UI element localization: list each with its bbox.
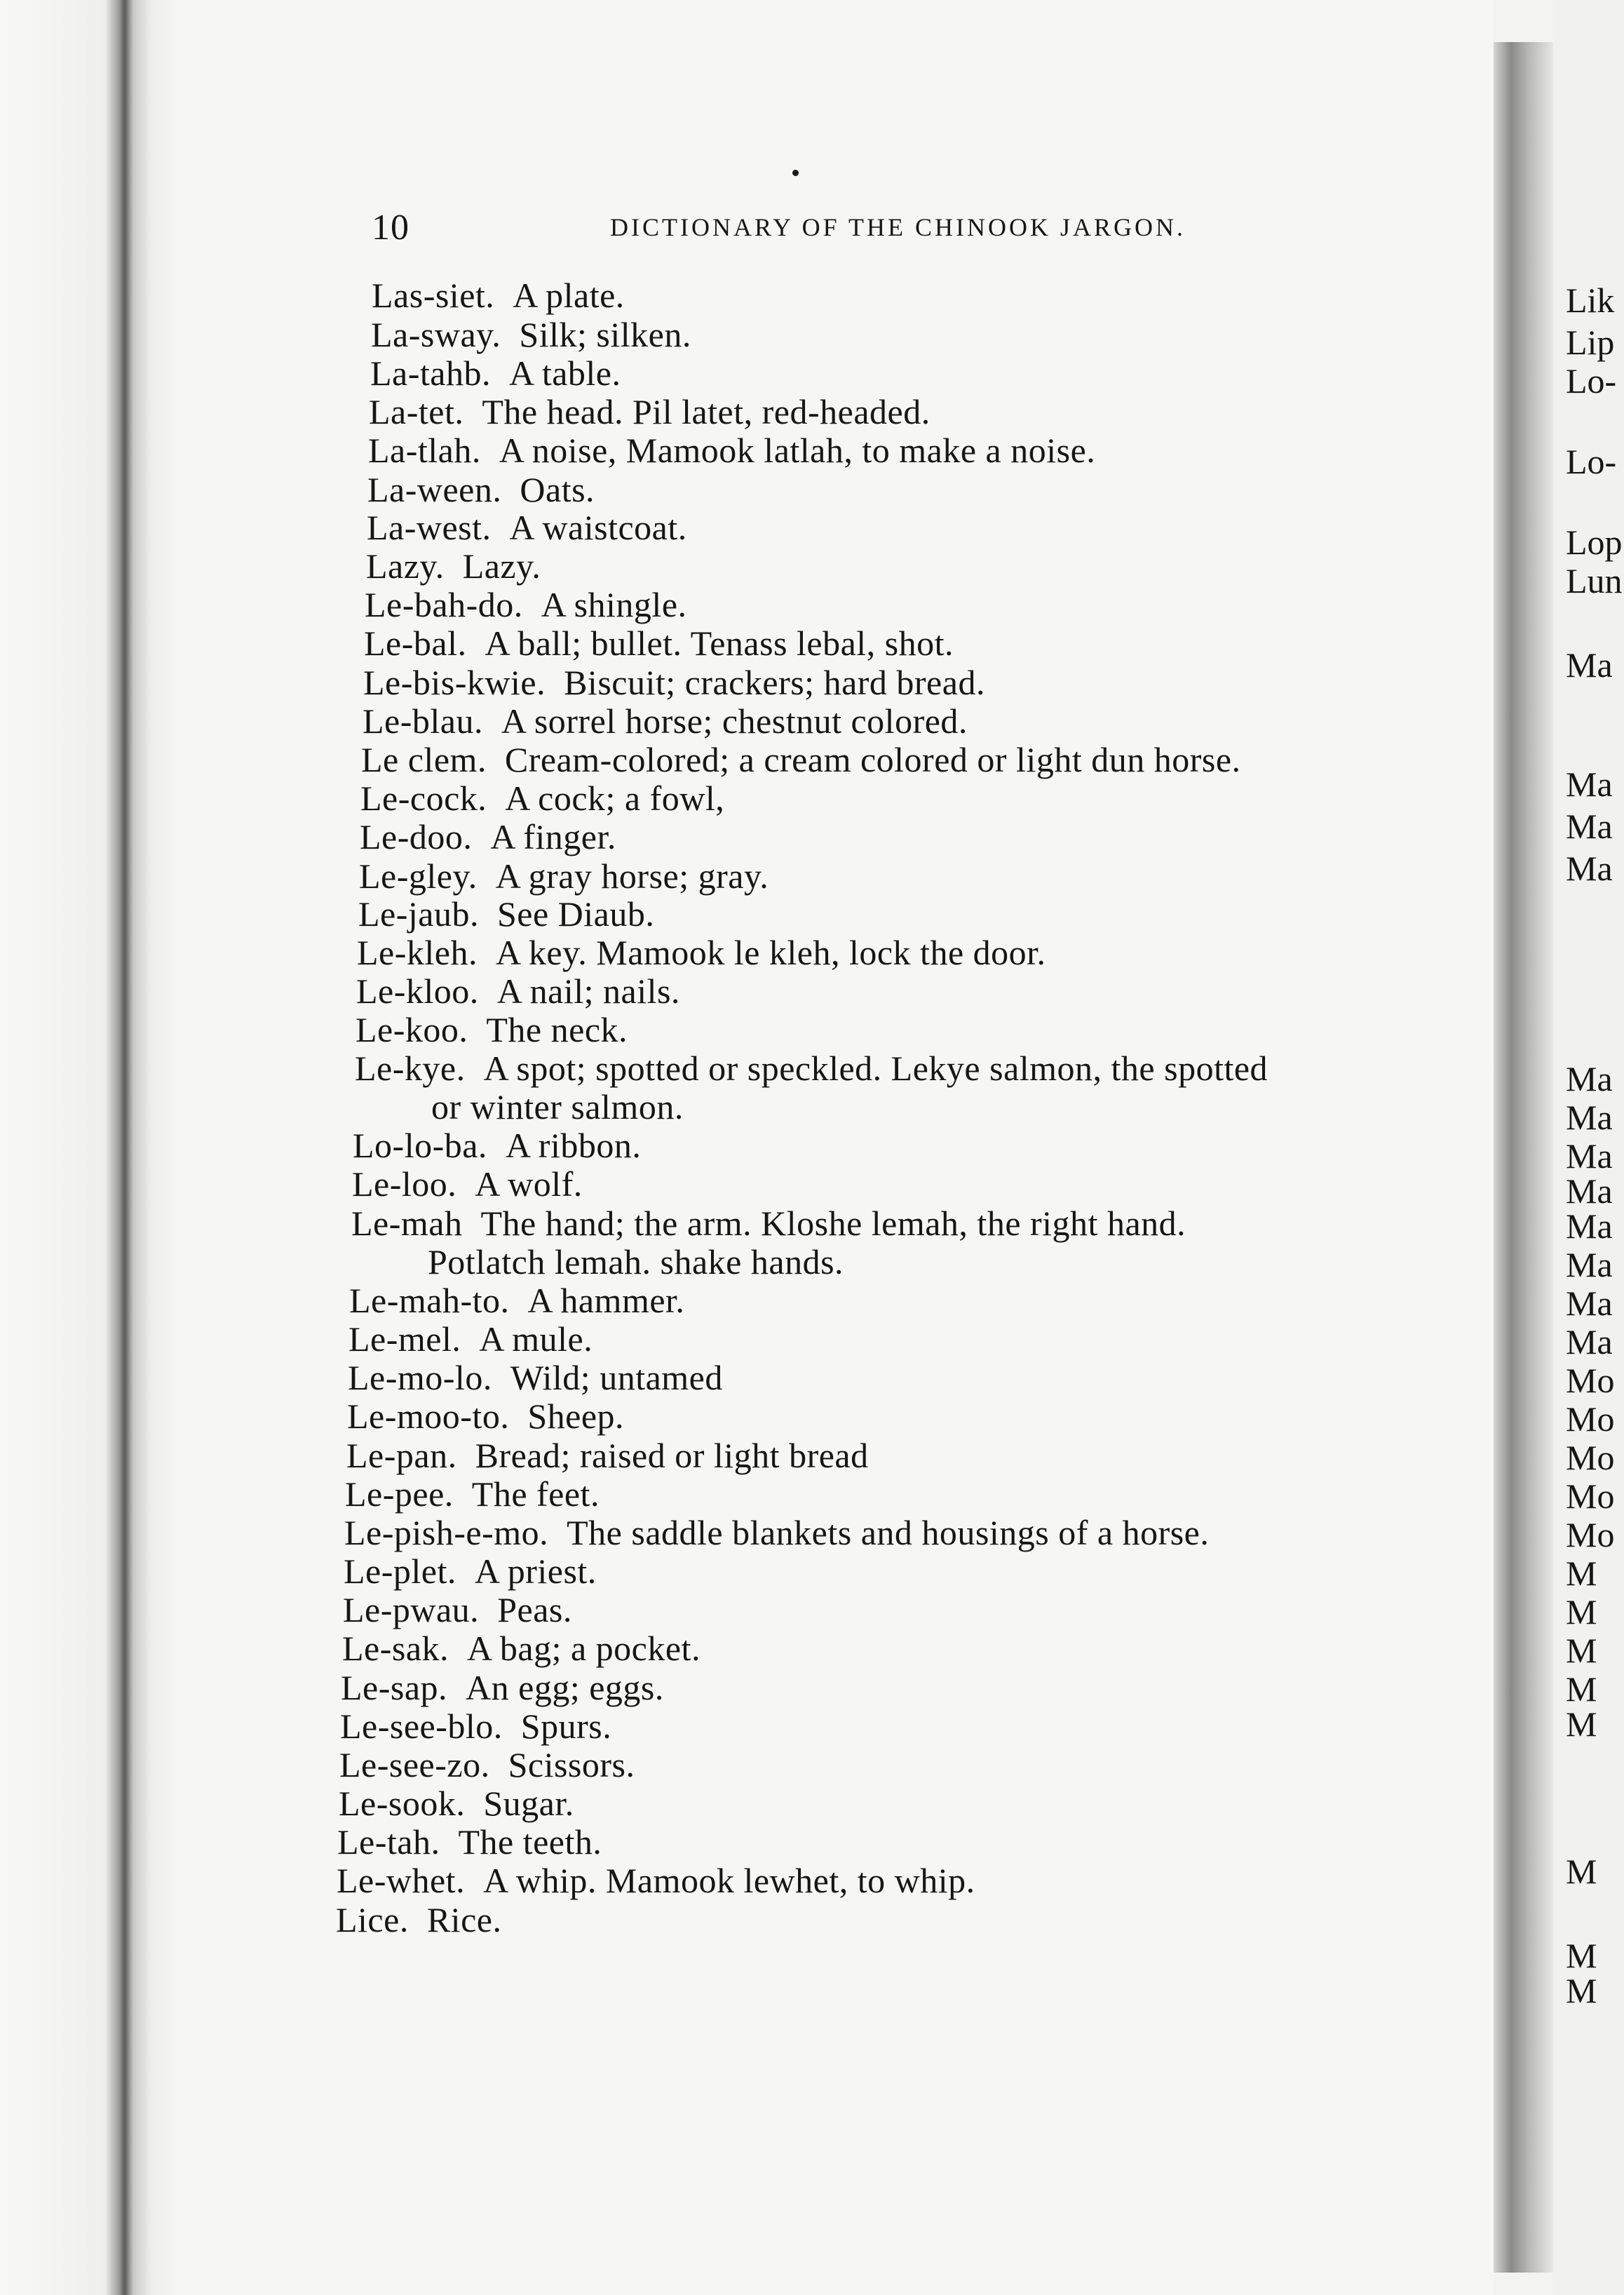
running-title: DICTIONARY OF THE CHINOOK JARGON.: [610, 213, 1186, 241]
definition: Lazy.: [462, 546, 541, 586]
dictionary-entry: [364, 624, 954, 663]
headword: Le-see-zo.: [339, 1745, 490, 1784]
dictionary-entry: [365, 585, 687, 624]
definition: Bread; raised or light bread: [475, 1436, 869, 1475]
headword: Le-mo-lo.: [348, 1358, 492, 1397]
definition: A spot; spotted or speckled. Lekye salmon, the spotted: [483, 1049, 1268, 1088]
headword: Le-pee.: [345, 1474, 454, 1514]
facing-page-fragment: M: [1566, 1936, 1597, 1975]
headword: Le-sak.: [342, 1629, 449, 1668]
definition: The feet.: [471, 1474, 600, 1514]
headword: Le-bal.: [364, 624, 467, 663]
headword: Le-tah.: [337, 1822, 440, 1862]
dictionary-entry: [340, 1707, 611, 1746]
headword: Le-kye.: [355, 1049, 466, 1088]
definition: An egg; eggs.: [466, 1668, 664, 1707]
dictionary-entry: [345, 1474, 600, 1514]
facing-page-edge: [1553, 0, 1624, 2295]
facing-page-fragment: Ma: [1566, 765, 1613, 804]
definition: A whip. Mamook lewhet, to whip.: [483, 1861, 975, 1900]
dictionary-entry: [351, 1204, 1186, 1243]
definition: Silk; silken.: [519, 315, 691, 354]
definition: A ball; bullet. Tenass lebal, shot.: [485, 624, 954, 663]
book-binding-edge: [0, 0, 175, 2295]
dictionary-entry: [337, 1822, 602, 1862]
headword: Le-mah-to.: [349, 1281, 510, 1320]
headword: Le-sook.: [339, 1784, 466, 1823]
facing-page-fragment: M: [1566, 1704, 1597, 1744]
headword: Le-koo.: [356, 1010, 468, 1049]
facing-page-fragment: Ma: [1566, 849, 1613, 888]
ink-dot: [792, 170, 799, 176]
headword: Le-doo.: [360, 817, 473, 856]
headword: Lice.: [336, 1900, 409, 1939]
facing-page-fragment: Mo: [1566, 1476, 1615, 1516]
page-header: [372, 207, 1234, 249]
headword: La-ween.: [367, 470, 502, 509]
definition: The neck.: [486, 1010, 628, 1049]
facing-page-fragment: Lip: [1566, 323, 1615, 362]
dictionary-entry: [336, 1900, 501, 1939]
headword: Le-sap.: [341, 1668, 448, 1707]
definition: Spurs.: [520, 1707, 612, 1746]
definition: A finger.: [490, 817, 616, 856]
dictionary-entry: [363, 701, 968, 741]
dictionary-entry: [367, 508, 687, 547]
facing-page-fragment: Mo: [1566, 1399, 1615, 1439]
definition: Peas.: [497, 1590, 572, 1629]
dictionary-entry: [349, 1281, 684, 1320]
headword: Le-pan.: [346, 1436, 457, 1475]
dictionary-entry: [358, 894, 654, 934]
headword: Lo-lo-ba.: [353, 1126, 487, 1165]
headword: Le-jaub.: [358, 894, 479, 934]
headword: Le-gley.: [359, 856, 478, 896]
dictionary-entry: [339, 1784, 574, 1823]
dictionary-entry: [339, 1745, 635, 1784]
dictionary-entry: [337, 1861, 975, 1900]
headword: La-sway.: [371, 315, 501, 354]
facing-page-fragment: Ma: [1566, 1245, 1613, 1284]
headword: Le-pish-e-mo.: [344, 1513, 549, 1552]
definition: Oats.: [520, 470, 595, 509]
facing-page-fragment: Lo-: [1566, 442, 1617, 481]
headword: Le-pwau.: [343, 1590, 480, 1629]
definition: A noise, Mamook latlah, to make a noise.: [499, 431, 1096, 470]
dictionary-entry: [344, 1552, 597, 1591]
definition: A priest.: [474, 1552, 597, 1591]
facing-page-fragment: M: [1566, 1631, 1597, 1670]
facing-page-fragment: Ma: [1566, 1136, 1613, 1176]
facing-page-fragment: Ma: [1566, 1206, 1613, 1246]
dictionary-entry: [356, 971, 680, 1011]
headword: Le-kleh.: [357, 933, 478, 972]
definition: A key. Mamook le kleh, lock the door.: [495, 933, 1046, 972]
definition: Cream-colored; a cream colored or light dun horse.: [504, 740, 1241, 779]
definition: A waistcoat.: [509, 508, 687, 547]
definition: A hammer.: [527, 1281, 685, 1320]
dictionary-entry: [352, 1164, 583, 1204]
book-gutter: [1494, 42, 1553, 2273]
dictionary-entry: [360, 779, 724, 818]
definition: A table.: [508, 354, 621, 393]
dictionary-entry: [368, 431, 1095, 470]
facing-page-fragment: Lun: [1566, 561, 1623, 600]
dictionary-entry: [346, 1436, 869, 1475]
headword: Le-plet.: [344, 1552, 456, 1591]
headword: Le-kloo.: [356, 971, 479, 1011]
headword: La-tahb.: [370, 354, 491, 393]
headword: Le clem.: [361, 740, 487, 779]
definition: A bag; a pocket.: [467, 1629, 701, 1668]
definition: A gray horse; gray.: [495, 856, 769, 896]
facing-page-fragment: Ma: [1566, 1322, 1613, 1361]
dictionary-entry: [361, 740, 1241, 779]
definition: See Diaub.: [496, 894, 655, 934]
facing-page-fragment: Mo: [1566, 1515, 1615, 1554]
definition: The hand; the arm. Kloshe lemah, the right hand.: [480, 1204, 1186, 1243]
facing-page-fragment: Ma: [1566, 1284, 1613, 1323]
dictionary-entry: [342, 1629, 701, 1668]
facing-page-fragment: Ma: [1566, 1059, 1613, 1098]
definition: Biscuit; crackers; hard bread.: [564, 663, 985, 702]
dictionary-entry: [347, 1396, 624, 1436]
facing-page-fragment: M: [1566, 1852, 1597, 1891]
facing-page-fragment: Ma: [1566, 807, 1613, 846]
definition: A nail; nails.: [496, 971, 680, 1011]
facing-page-fragment: Lik: [1566, 281, 1615, 320]
dictionary-entry: [363, 663, 985, 702]
dictionary-entry: [353, 1126, 641, 1165]
dictionary-entry: [349, 1319, 593, 1359]
headword: Le-loo.: [352, 1164, 457, 1204]
dictionary-entry: [357, 933, 1046, 972]
headword: Le-mel.: [349, 1319, 461, 1359]
facing-page-fragment: Ma: [1566, 1171, 1613, 1211]
dictionary-entry: [366, 546, 541, 586]
headword: Le-mah: [351, 1204, 463, 1243]
dictionary-entry: [344, 1513, 1209, 1552]
definition: A wolf.: [475, 1164, 583, 1204]
definition: A cock; a fowl,: [505, 779, 725, 818]
facing-page-fragment: M: [1566, 1554, 1597, 1593]
definition: A shingle.: [541, 585, 687, 624]
headword: Le-bis-kwie.: [363, 663, 546, 702]
definition-continuation: Potlatch lemah. shake hands.: [428, 1242, 844, 1281]
definition: A sorrel horse; chestnut colored.: [501, 701, 968, 741]
definition: Scissors.: [508, 1745, 635, 1784]
dictionary-entry: [348, 1358, 723, 1397]
headword: La-tet.: [369, 392, 464, 431]
dictionary-entry: [356, 1010, 628, 1049]
facing-page-fragment: M: [1566, 1669, 1597, 1709]
definition-continuation: or winter salmon.: [431, 1087, 684, 1126]
facing-page-fragment: M: [1566, 1592, 1597, 1631]
definition: A mule.: [479, 1319, 593, 1359]
facing-page-fragment: Lop: [1566, 523, 1623, 562]
headword: La-tlah.: [368, 431, 481, 470]
headword: Le-cock.: [360, 779, 487, 818]
headword: Le-blau.: [363, 701, 483, 741]
definition: The head. Pil latet, red-headed.: [482, 392, 931, 431]
dictionary-entry: [372, 276, 625, 315]
dictionary-entry: [359, 856, 769, 896]
page-number: 10: [372, 208, 410, 248]
definition: The saddle blankets and housings of a horse.: [567, 1513, 1210, 1552]
definition: A plate.: [513, 276, 625, 315]
headword: Le-whet.: [337, 1861, 466, 1900]
headword: Le-bah-do.: [365, 585, 523, 624]
definition: A ribbon.: [505, 1126, 642, 1165]
dictionary-entry: [343, 1590, 572, 1629]
headword: Le-see-blo.: [340, 1707, 503, 1746]
dictionary-entry: [360, 817, 616, 856]
headword: Lazy.: [366, 546, 445, 586]
facing-page-fragment: Mo: [1566, 1361, 1615, 1400]
definition: Sugar.: [483, 1784, 574, 1823]
definition: Sheep.: [527, 1396, 625, 1436]
facing-page-fragment: Lo-: [1566, 361, 1617, 401]
dictionary-entry: [355, 1049, 1268, 1088]
definition: The teeth.: [458, 1822, 602, 1862]
facing-page-fragment: M: [1566, 1971, 1597, 2010]
headword: La-west.: [367, 508, 492, 547]
dictionary-entry: [367, 470, 595, 509]
dictionary-entry: [371, 315, 691, 354]
dictionary-entry: [369, 392, 931, 431]
dictionary-entry: [370, 354, 621, 393]
headword: Las-siet.: [372, 276, 495, 315]
dictionary-entry: [341, 1668, 664, 1707]
facing-page-fragment: Mo: [1566, 1438, 1615, 1477]
definition: Wild; untamed: [510, 1358, 723, 1397]
headword: Le-moo-to.: [347, 1396, 510, 1436]
facing-page-fragment: Ma: [1566, 1098, 1613, 1137]
definition: Rice.: [426, 1900, 502, 1939]
facing-page-fragment: Ma: [1566, 645, 1613, 685]
